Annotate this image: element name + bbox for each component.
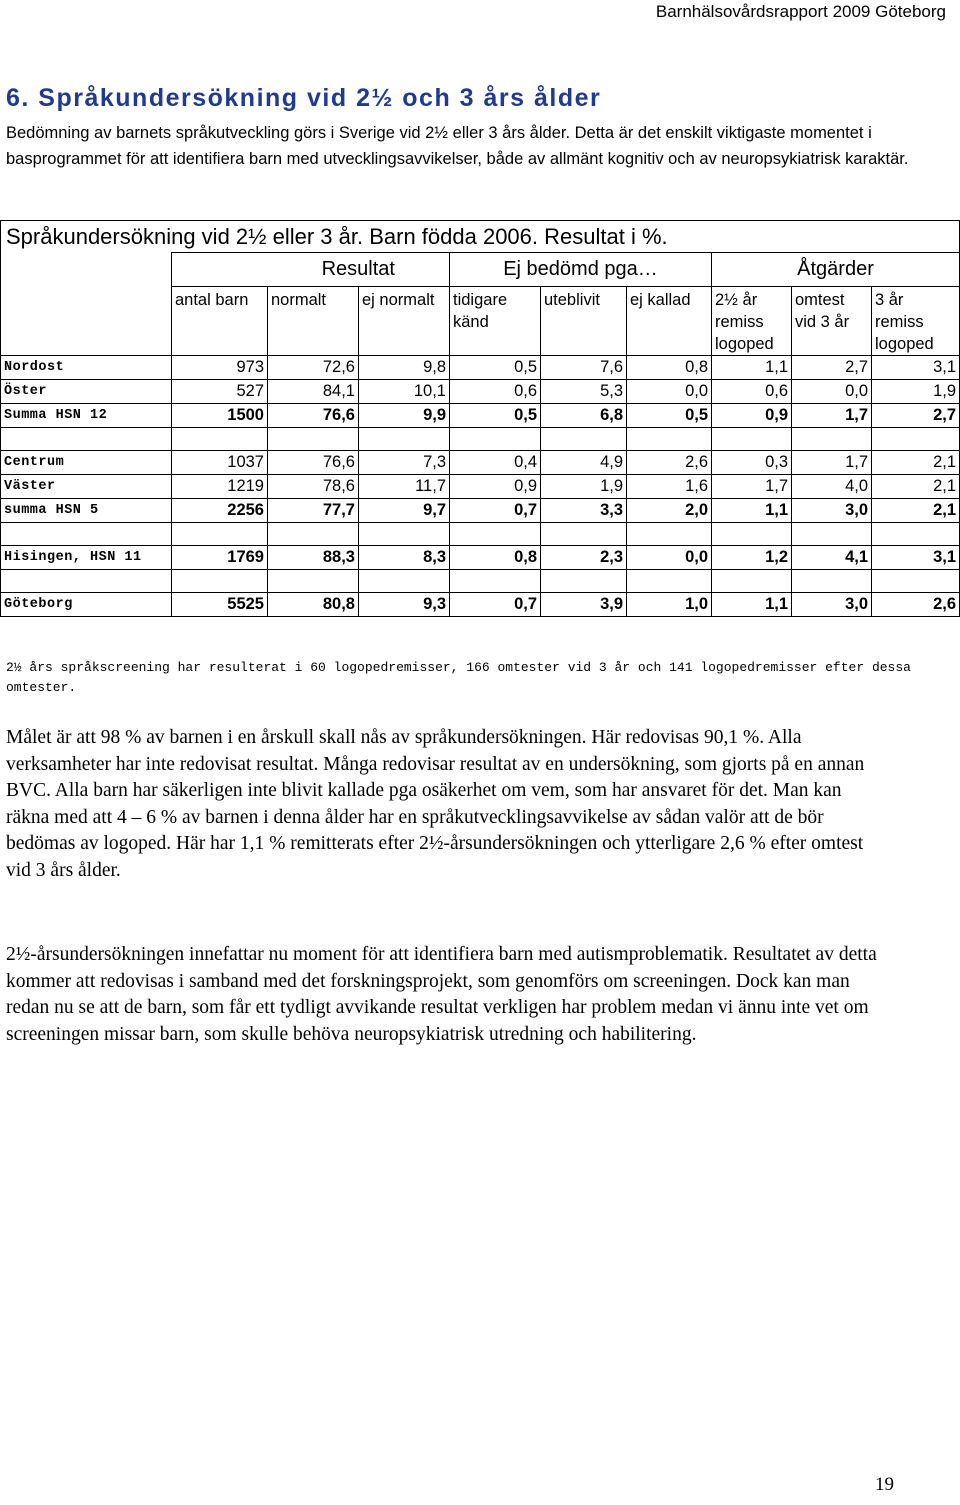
empty-cell <box>359 570 450 593</box>
table-cell: 5,3 <box>541 380 627 404</box>
table-cell: 0,6 <box>450 380 541 404</box>
row-label: Väster <box>1 475 172 499</box>
column-header: 2½ år remiss logoped <box>712 287 792 356</box>
table-cell: 1,1 <box>712 499 792 523</box>
table-cell: 1,9 <box>872 380 960 404</box>
table-cell: 72,6 <box>268 356 359 380</box>
table-cell: 0,5 <box>450 404 541 428</box>
table-row <box>1 380 960 404</box>
column-header: ej normalt <box>359 287 450 356</box>
empty-cell <box>541 570 627 593</box>
empty-cell <box>268 523 359 546</box>
table-cell: 2,1 <box>872 451 960 475</box>
table-row <box>1 356 960 380</box>
table-cell: 0,0 <box>627 546 712 570</box>
table-cell: 0,7 <box>450 593 541 617</box>
table-cell: 2,6 <box>627 451 712 475</box>
table-cell: 0,8 <box>450 546 541 570</box>
table-row <box>1 404 960 428</box>
table-row <box>1 475 960 499</box>
empty-cell <box>172 428 268 451</box>
results-table <box>0 220 960 617</box>
column-header: uteblivit <box>541 287 627 356</box>
table-cell: 2256 <box>172 499 268 523</box>
table-cell: 0,7 <box>450 499 541 523</box>
empty-cell <box>792 523 872 546</box>
table-cell: 1219 <box>172 475 268 499</box>
table-cell: 88,3 <box>268 546 359 570</box>
empty-cell <box>268 428 359 451</box>
table-cell: 1,7 <box>792 404 872 428</box>
group-spacer <box>172 253 268 287</box>
table-cell: 4,1 <box>792 546 872 570</box>
table-cell: 0,5 <box>627 404 712 428</box>
page-number: 19 <box>875 1474 894 1495</box>
table-cell: 7,6 <box>541 356 627 380</box>
table-row <box>1 546 960 570</box>
table-cell: 76,6 <box>268 404 359 428</box>
table-cell: 7,3 <box>359 451 450 475</box>
table-cell: 1,0 <box>627 593 712 617</box>
table-cell: 8,3 <box>359 546 450 570</box>
table-cell: 3,0 <box>792 499 872 523</box>
empty-cell <box>792 570 872 593</box>
table-cell: 3,9 <box>541 593 627 617</box>
table-cell: 2,7 <box>792 356 872 380</box>
column-header: antal barn <box>172 287 268 356</box>
empty-cell <box>1 523 172 546</box>
row-label: Öster <box>1 380 172 404</box>
table-cell: 11,7 <box>359 475 450 499</box>
table-cell: 0,3 <box>712 451 792 475</box>
table-cell: 9,8 <box>359 356 450 380</box>
empty-cell <box>172 570 268 593</box>
table-cell: 1,2 <box>712 546 792 570</box>
table-cell: 3,1 <box>872 546 960 570</box>
empty-cell <box>872 428 960 451</box>
table-row <box>1 499 960 523</box>
table-cell: 4,0 <box>792 475 872 499</box>
table-cell: 1,6 <box>627 475 712 499</box>
table-row <box>1 593 960 617</box>
screening-note: 2½ års språkscreening har resulterat i 60 logopedremisser, 166 omtester vid 3 år och 141 logopedremisser efter dessa omtester. <box>6 660 911 695</box>
table-cell: 2,0 <box>627 499 712 523</box>
group-header-resultat: Resultat <box>268 253 450 287</box>
column-header: omtest vid 3 år <box>792 287 872 356</box>
spacer-row <box>1 428 960 451</box>
empty-cell <box>1 428 172 451</box>
empty-cell <box>359 523 450 546</box>
table-cell: 2,7 <box>872 404 960 428</box>
empty-cell <box>450 570 541 593</box>
row-label: Centrum <box>1 451 172 475</box>
table-cell: 0,9 <box>712 404 792 428</box>
table-cell: 4,9 <box>541 451 627 475</box>
table-cell: 3,3 <box>541 499 627 523</box>
table-cell: 2,3 <box>541 546 627 570</box>
table-cell: 78,6 <box>268 475 359 499</box>
row-label: summa HSN 5 <box>1 499 172 523</box>
table-cell: 3,1 <box>872 356 960 380</box>
row-label: Summa HSN 12 <box>1 404 172 428</box>
group-header-ej-bedomd: Ej bedömd pga… <box>450 253 712 287</box>
empty-cell <box>872 523 960 546</box>
body-paragraph: 2½-årsundersökningen innefattar nu moment för att identifiera barn med autismproblematik. Resultatet av detta kommer att redovisas i samband med det forskningsprojekt, som genomförs om screeningen. Dock kan man redan nu se att de barn, som får ett tydligt avvikande resultat verkligen har problem medan vi ännu inte vet om screeningen missar barn, som skulle behöva neuropsykiatrisk utredning och habilitering. <box>6 944 877 1045</box>
empty-cell <box>450 428 541 451</box>
table-cell: 1769 <box>172 546 268 570</box>
empty-cell <box>712 523 792 546</box>
table-cell: 9,9 <box>359 404 450 428</box>
table-body <box>1 356 960 617</box>
row-label: Göteborg <box>1 593 172 617</box>
empty-cell <box>792 428 872 451</box>
table-cell: 1,7 <box>712 475 792 499</box>
section-title: 6. Språkundersökning vid 2½ och 3 års ålder <box>6 84 602 112</box>
intro-paragraph: Bedömning av barnets språkutveckling görs i Sverige vid 2½ eller 3 års ålder. Detta är det enskilt viktigaste momentet i basprogrammet för att identifiera barn med utvecklingsavvikelser, både av allmänt kognitiv och av neuropsykiatrisk karaktär. <box>6 124 909 168</box>
column-header: normalt <box>268 287 359 356</box>
empty-cell <box>627 570 712 593</box>
empty-cell <box>627 428 712 451</box>
column-header: ej kallad <box>627 287 712 356</box>
column-header: 3 år remiss logoped <box>872 287 960 356</box>
empty-cell <box>712 570 792 593</box>
empty-cell <box>450 523 541 546</box>
body-paragraph: Målet är att 98 % av barnen i en årskull skall nås av språkundersökningen. Här redovisas 90,1 %. Alla verksamheter har inte redovisat resultat. Många redovisar resultat av en undersökning, som gjorts på en annan BVC. Alla barn har säkerligen inte blivit kallade pga osäkerhet om vem, som har ansvaret för det. Man kan räkna med att 4 – 6 % av barnen i denna ålder har en språkutvecklingsavvikelse av sådan valör att de bör bedömas av logoped. Här har 1,1 % remitterats efter 2½-årsundersökningen och ytterligare 2,6 % efter omtest vid 3 års ålder. <box>6 727 865 881</box>
table-cell: 1,9 <box>541 475 627 499</box>
table-cell: 2,1 <box>872 499 960 523</box>
table-cell: 1,7 <box>792 451 872 475</box>
table-cell: 1,1 <box>712 356 792 380</box>
group-header-atgarder: Åtgärder <box>712 253 960 287</box>
table-cell: 77,7 <box>268 499 359 523</box>
table-cell: 0,9 <box>450 475 541 499</box>
table-cell: 0,6 <box>712 380 792 404</box>
running-header: Barnhälsovårdsrapport 2009 Göteborg <box>655 2 946 21</box>
table-row <box>1 451 960 475</box>
empty-cell <box>172 523 268 546</box>
row-label: Hisingen, HSN 11 <box>1 546 172 570</box>
table-cell: 0,8 <box>627 356 712 380</box>
table-cell: 5525 <box>172 593 268 617</box>
table-cell: 6,8 <box>541 404 627 428</box>
table-cell: 9,3 <box>359 593 450 617</box>
empty-cell <box>268 570 359 593</box>
table-cell: 1500 <box>172 404 268 428</box>
table-cell: 84,1 <box>268 380 359 404</box>
table-cell: 973 <box>172 356 268 380</box>
row-label: Nordost <box>1 356 172 380</box>
table-cell: 0,5 <box>450 356 541 380</box>
table-cell: 527 <box>172 380 268 404</box>
empty-cell <box>712 428 792 451</box>
table-cell: 10,1 <box>359 380 450 404</box>
table-cell: 2,6 <box>872 593 960 617</box>
table-cell: 0,0 <box>627 380 712 404</box>
table-cell: 1037 <box>172 451 268 475</box>
empty-cell <box>872 570 960 593</box>
table-cell: 0,4 <box>450 451 541 475</box>
row-label-header <box>1 253 172 356</box>
table-caption: Språkundersökning vid 2½ eller 3 år. Barn födda 2006. Resultat i %. <box>1 221 960 253</box>
table-cell: 1,1 <box>712 593 792 617</box>
table-cell: 9,7 <box>359 499 450 523</box>
empty-cell <box>541 523 627 546</box>
spacer-row <box>1 523 960 546</box>
spacer-row <box>1 570 960 593</box>
table-cell: 80,8 <box>268 593 359 617</box>
table-cell: 3,0 <box>792 593 872 617</box>
empty-cell <box>627 523 712 546</box>
column-header: tidigare känd <box>450 287 541 356</box>
table-cell: 76,6 <box>268 451 359 475</box>
table-cell: 0,0 <box>792 380 872 404</box>
table-cell: 2,1 <box>872 475 960 499</box>
empty-cell <box>541 428 627 451</box>
empty-cell <box>1 570 172 593</box>
empty-cell <box>359 428 450 451</box>
